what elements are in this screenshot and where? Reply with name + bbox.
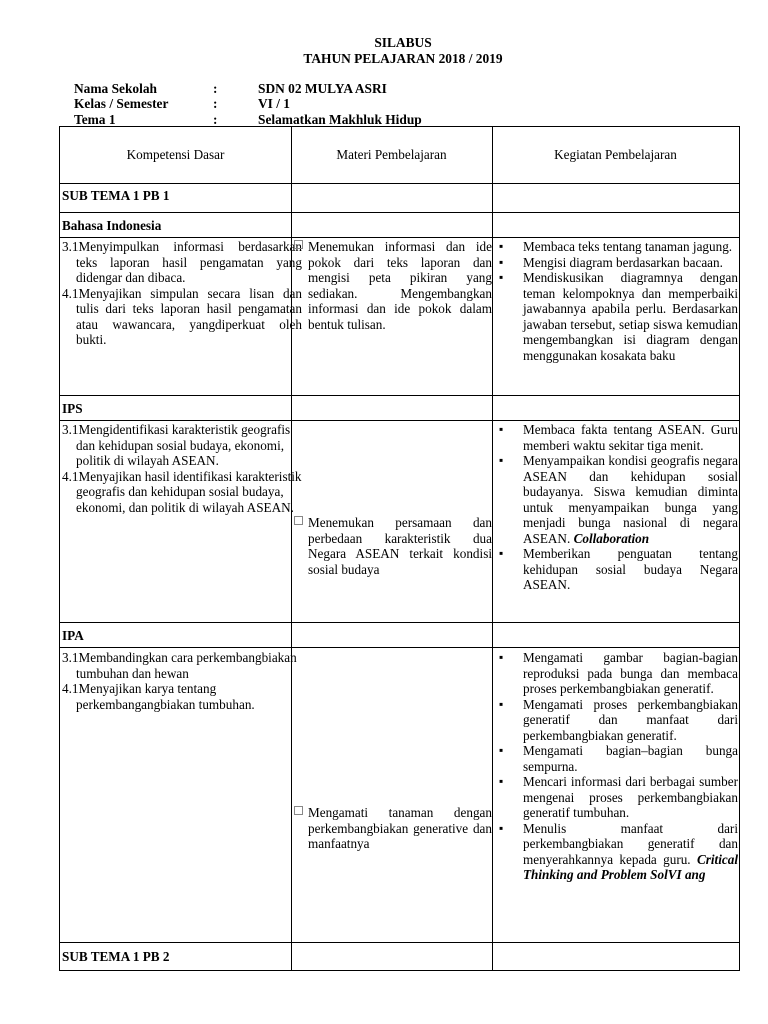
kd-item: 4.1Menyajikan simpulan secara lisan dan tulis dari teks laporan hasil pengamatan atau wawancara, yangdiperkuat oleh bukti. bbox=[62, 285, 302, 347]
row-divider bbox=[60, 420, 739, 421]
materi-text: Menemukan persamaan dan perbedaan karakteristik dua Negara ASEAN terkait kondisi sosial budaya bbox=[308, 515, 492, 577]
subtheme-label: SUB TEMA 1 PB 2 bbox=[62, 949, 170, 964]
kegiatan-item: ▪ Mencari informasi dari berbagai sumber mengenai proses perkembangbiakan generatif tumbuhan. bbox=[496, 774, 738, 821]
materi-ips bbox=[294, 515, 492, 577]
row-divider bbox=[60, 622, 739, 623]
info-label: Kelas / Semester bbox=[74, 96, 169, 111]
kd-item: 4.1Menyajikan hasil identifikasi karakteristik geografis dan kehidupan sosial budaya, ekonomi, dan politik di wilayah ASEAN. bbox=[62, 468, 302, 515]
row-divider bbox=[60, 395, 739, 396]
row-divider bbox=[60, 647, 739, 648]
kegiatan-item: ▪ Mengamati bagian–bagian bunga sempurna. bbox=[496, 743, 738, 774]
materi-text: Menemukan informasi dan ide pokok dari teks laporan dan mengisi peta pikiran yang sediakan. Mengembangkan informasi dan ide pokok dalam bentuk tulisan. bbox=[308, 239, 492, 332]
kd-ips bbox=[62, 422, 302, 515]
kegiatan-item: ▪ Mengamati gambar bagian-bagian reproduksi pada bunga dan membaca proses perkembangbiakan generatif. bbox=[496, 650, 738, 697]
kegiatan-text: Menyampaikan kondisi geografis negara ASEAN dan kehidupan sosial budayanya. Siswa kemudian diminta untuk menyampaikan bunga yang menjadi bunga nasional di negara ASEAN. bbox=[523, 453, 738, 546]
kegiatan-item: ▪ Mengamati proses perkembangbiakan generatif dan manfaat dari perkembangbiakan generatif. bbox=[496, 697, 738, 744]
kegiatan-item: ▪ Mendiskusikan diagramnya dengan teman kelompoknya dan memperbaiki jawabannya apabila perlu. Berdasarkan jawaban tersebut, setiap siswa kemudian mengembangkan isi diagram dengan menggunakan kosakata baku bbox=[496, 270, 738, 363]
kegiatan-ips bbox=[496, 422, 738, 593]
info-colon: : bbox=[213, 112, 218, 127]
row-divider bbox=[60, 183, 739, 184]
row-divider bbox=[60, 942, 739, 943]
row-divider bbox=[60, 237, 739, 238]
checkbox-icon bbox=[294, 240, 303, 249]
kd-item: 3.1Mengidentifikasi karakteristik geografis dan kehidupan sosial budaya, ekonomi, politik di wilayah ASEAN. bbox=[62, 422, 291, 468]
materi-text: Mengamati tanaman dengan perkembangbiakan generative dan manfaatnya bbox=[308, 805, 492, 851]
subject-ips: IPS bbox=[62, 401, 83, 416]
info-value: SDN 02 MULYA ASRI bbox=[258, 81, 387, 96]
subtheme-label: SUB TEMA 1 PB 1 bbox=[62, 188, 170, 203]
info-value: VI / 1 bbox=[258, 96, 290, 111]
kegiatan-ipa bbox=[496, 650, 738, 883]
kegiatan-bahasa-indonesia bbox=[496, 239, 738, 363]
kegiatan-item: ▪ Mengisi diagram berdasarkan bacaan. bbox=[496, 255, 738, 271]
info-colon: : bbox=[213, 96, 218, 111]
document-title: SILABUS bbox=[374, 35, 432, 50]
checkbox-icon bbox=[294, 806, 303, 815]
info-label: Nama Sekolah bbox=[74, 81, 157, 96]
subject-bahasa-indonesia: Bahasa Indonesia bbox=[62, 218, 162, 233]
checkbox-icon bbox=[294, 516, 303, 525]
kegiatan-item: ▪ Memberikan penguatan tentang kehidupan sosial budaya Negara ASEAN. bbox=[496, 546, 738, 593]
kegiatan-item bbox=[496, 821, 738, 883]
header-kompetensi: Kompetensi Dasar bbox=[126, 147, 225, 162]
materi-bahasa-indonesia bbox=[294, 239, 492, 332]
skill-emphasis: Collaboration bbox=[573, 530, 650, 546]
kegiatan-item bbox=[496, 453, 738, 546]
info-value: Selamatkan Makhluk Hidup bbox=[258, 112, 422, 127]
kegiatan-item: ▪ Membaca fakta tentang ASEAN. Guru memberi waktu sekitar tiga menit. bbox=[496, 422, 738, 453]
header-kegiatan: Kegiatan Pembelajaran bbox=[554, 147, 677, 162]
document-subtitle: TAHUN PELAJARAN 2018 / 2019 bbox=[303, 51, 503, 66]
materi-ipa bbox=[294, 805, 492, 852]
row-divider bbox=[60, 212, 739, 213]
kd-item: 4.1Menyajikan karya tentang perkembangangbiakan tumbuhan. bbox=[62, 681, 255, 712]
kd-item: 3.1Membandingkan cara perkembangbiakan tumbuhan dan hewan bbox=[62, 650, 297, 681]
skill-emphasis: Critical Thinking and Problem SolVI ang bbox=[523, 851, 738, 882]
header-materi: Materi Pembelajaran bbox=[336, 147, 447, 162]
kegiatan-text: Menulis manfaat dari perkembangbiakan generatif dan menyerahkannya kepada guru. bbox=[523, 820, 738, 867]
info-label: Tema 1 bbox=[74, 112, 116, 127]
kd-item: 3.1Menyimpulkan informasi berdasarkan teks laporan hasil pengamatan yang didengar dan dibaca. bbox=[62, 239, 302, 285]
kd-ipa bbox=[62, 650, 302, 712]
kd-bahasa-indonesia bbox=[62, 239, 302, 348]
info-colon: : bbox=[213, 81, 218, 96]
column-divider bbox=[492, 127, 493, 970]
syllabus-table bbox=[59, 126, 740, 971]
kegiatan-item: ▪ Membaca teks tentang tanaman jagung. bbox=[496, 239, 738, 255]
subject-ipa: IPA bbox=[62, 628, 84, 643]
